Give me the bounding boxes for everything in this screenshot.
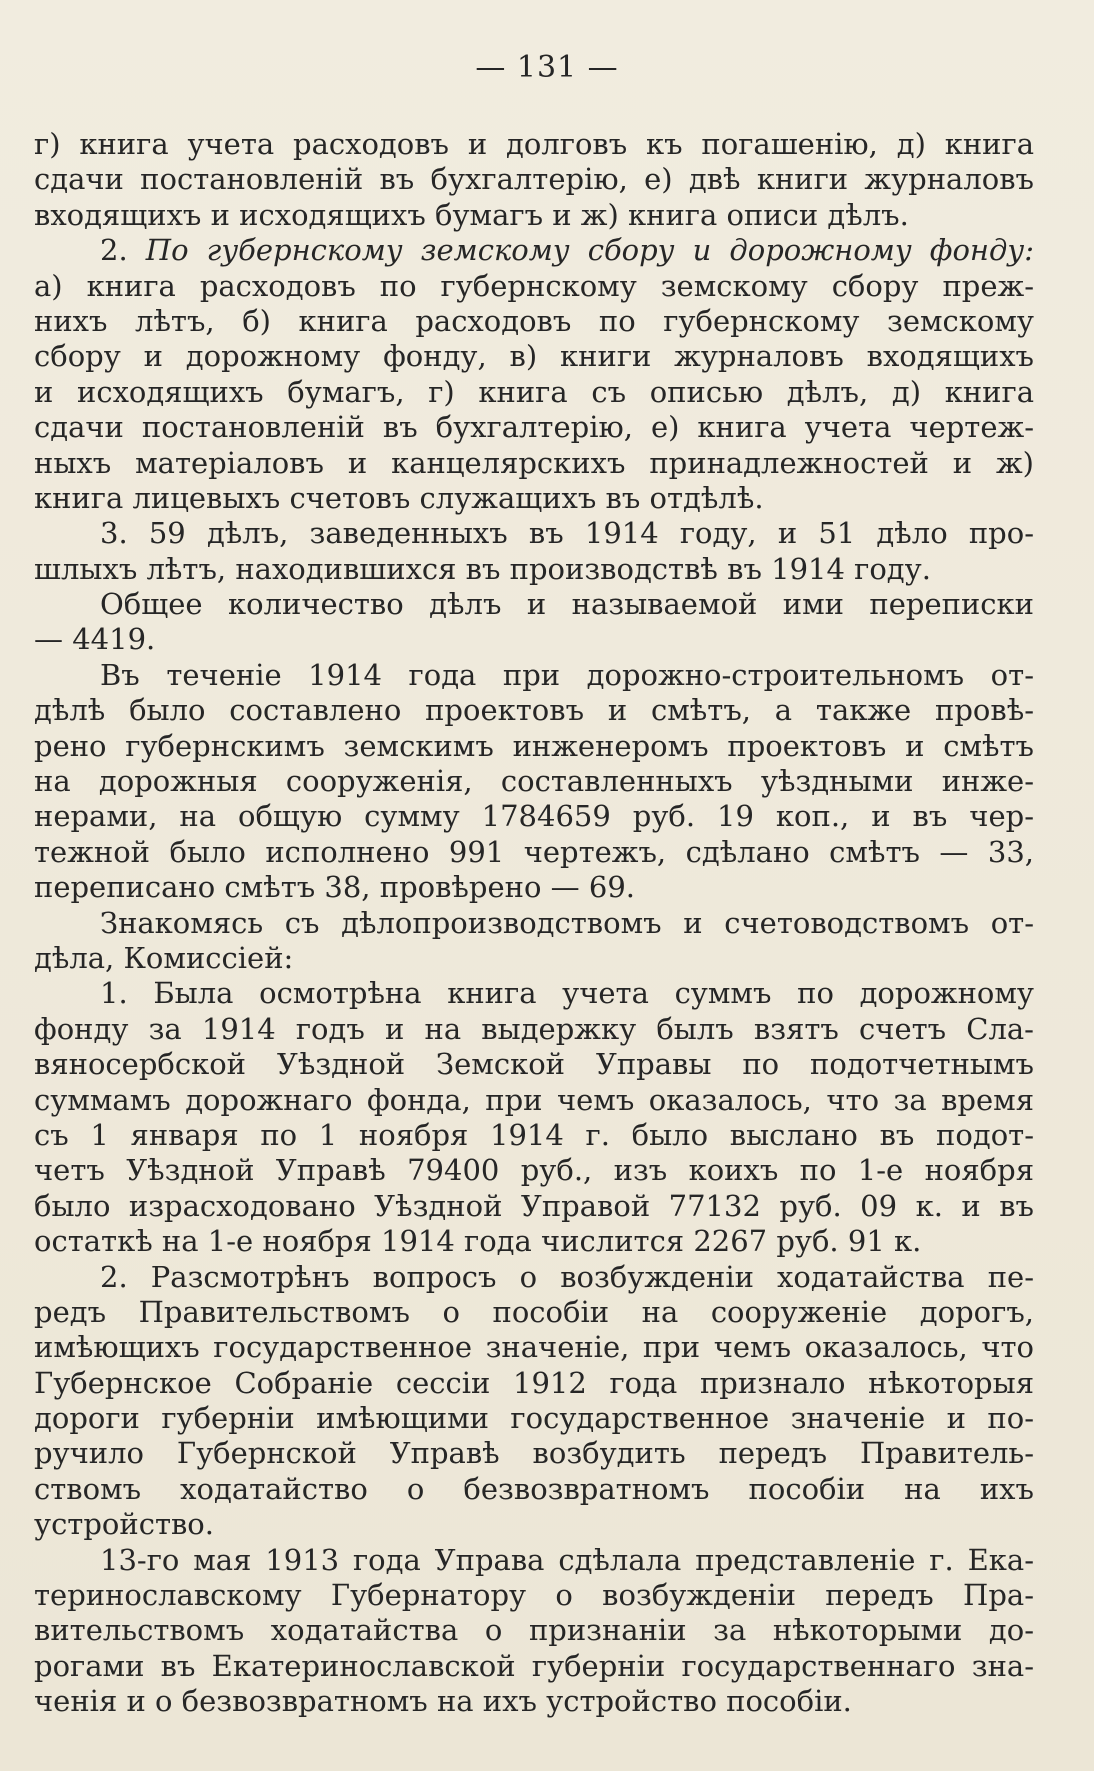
text-line: рогами въ Екатеринославской губерніи государственнаго зна- [34,1648,1034,1683]
page-number: — 131 — [475,50,619,85]
text-line: дѣла, Комиссіей: [34,940,294,975]
text-line [34,233,1034,268]
text-line: входящихъ и исходящихъ бумагъ и ж) книга описи дѣлъ. [34,197,909,232]
text-line: 1. Была осмотрѣна книга учета суммъ по дорожному [100,976,1034,1011]
text-line: вительствомъ ходатайства о признаніи за нѣкоторыми до- [34,1613,1034,1648]
text-line: — 4419. [34,622,156,657]
text-line: шлыхъ лѣтъ, находившихся въ производствѣ въ 1914 году. [34,551,931,586]
text-line: нихъ лѣтъ, б) книга расходовъ по губернскому земскому [34,303,1034,338]
text-line: на дорожныя сооруженія, составленныхъ уѣздными инже- [34,764,1034,799]
text-line: и исходящихъ бумагъ, г) книга съ описью дѣлъ, д) книга [34,374,1034,409]
text-line: сбору и дорожному фонду, в) книги журналовъ входящихъ [34,339,1034,374]
text-line: ручило Губернской Управѣ возбудить передъ Правитель- [34,1436,1034,1471]
body-text [34,127,1034,1720]
text-line: имѣющихъ государственное значеніе, при чемъ оказалось, что [34,1330,1034,1365]
text-line: было израсходовано Уѣздной Управой 77132 руб. 09 к. и въ [34,1188,1034,1223]
text-line: Губернское Собраніе сессіи 1912 года признало нѣкоторыя [34,1365,1034,1400]
text-line: фонду за 1914 годъ и на выдержку былъ взятъ счетъ Сла- [34,1011,1034,1046]
text-line: сдачи постановленій въ бухгалтерію, е) двѣ книги журналовъ [34,162,1034,197]
text-line: дѣлѣ было составлено проектовъ и смѣтъ, а также провѣ- [34,693,1034,728]
text-line: ныхъ матеріаловъ и канцелярскихъ принадлежностей и ж) [34,445,1034,480]
text-line: 3. 59 дѣлъ, заведенныхъ въ 1914 году, и 51 дѣло про- [100,516,1034,551]
text-line: нерами, на общую сумму 1784659 руб. 19 коп., и въ чер- [34,799,1034,834]
text-line: 2. Разсмотрѣнъ вопросъ о возбужденіи ходатайства пе- [100,1259,1034,1294]
text-line: а) книга расходовъ по губернскому земскому сбору преж- [34,268,1034,303]
text-line: сдачи постановленій въ бухгалтерію, е) книга учета чертеж- [34,410,1034,445]
text-line: вяносербской Уѣздной Земской Управы по подотчетнымъ [34,1047,1034,1082]
section-number: 2. [100,233,146,268]
text-line: остаткѣ на 1-е ноября 1914 года числится 2267 руб. 91 к. [34,1224,922,1259]
text-line: четъ Уѣздной Управѣ 79400 руб., изъ коихъ по 1-е ноября [34,1153,1034,1188]
text-line: 13-го мая 1913 года Управа сдѣлала представленіе г. Ека- [100,1542,1034,1577]
text-line: ствомъ ходатайство о безвозвратномъ пособіи на ихъ [34,1471,1034,1506]
text-line: редъ Правительствомъ о пособіи на сооруженіе дорогъ, [34,1294,1034,1329]
text-line: Общее количество дѣлъ и называемой ими переписки [100,587,1034,622]
text-line: тежной было исполнено 991 чертежъ, сдѣлано смѣтъ — 33, [34,834,1034,869]
text-line: дороги губерніи имѣющими государственное значеніе и по- [34,1401,1034,1436]
text-line: ченія и о безвозвратномъ на ихъ устройство пособіи. [34,1684,852,1719]
text-line: г) книга учета расходовъ и долговъ къ погашенію, д) книга [34,127,1034,161]
text-line: переписано смѣтъ 38, провѣрено — 69. [34,870,635,905]
text-line: устройство. [34,1507,214,1542]
text-line: Знакомясь съ дѣлопроизводствомъ и счетоводствомъ от- [100,905,1034,940]
text-line: книга лицевыхъ счетовъ служащихъ въ отдѣлѣ. [34,480,764,515]
text-line: суммамъ дорожнаго фонда, при чемъ оказалось, что за время [34,1082,1034,1117]
text-line: съ 1 января по 1 ноября 1914 г. было выслано въ подот- [34,1117,1034,1152]
text-line: теринославскому Губернатору о возбужденіи передъ Пра- [34,1578,1034,1613]
text-line: Въ теченіе 1914 года при дорожно-строительномъ от- [100,657,1034,692]
section-heading: По губернскому земскому сбору и дорожному фонду: [145,233,1035,268]
text-line: рено губернскимъ земскимъ инженеромъ проектовъ и смѣтъ [34,728,1034,763]
